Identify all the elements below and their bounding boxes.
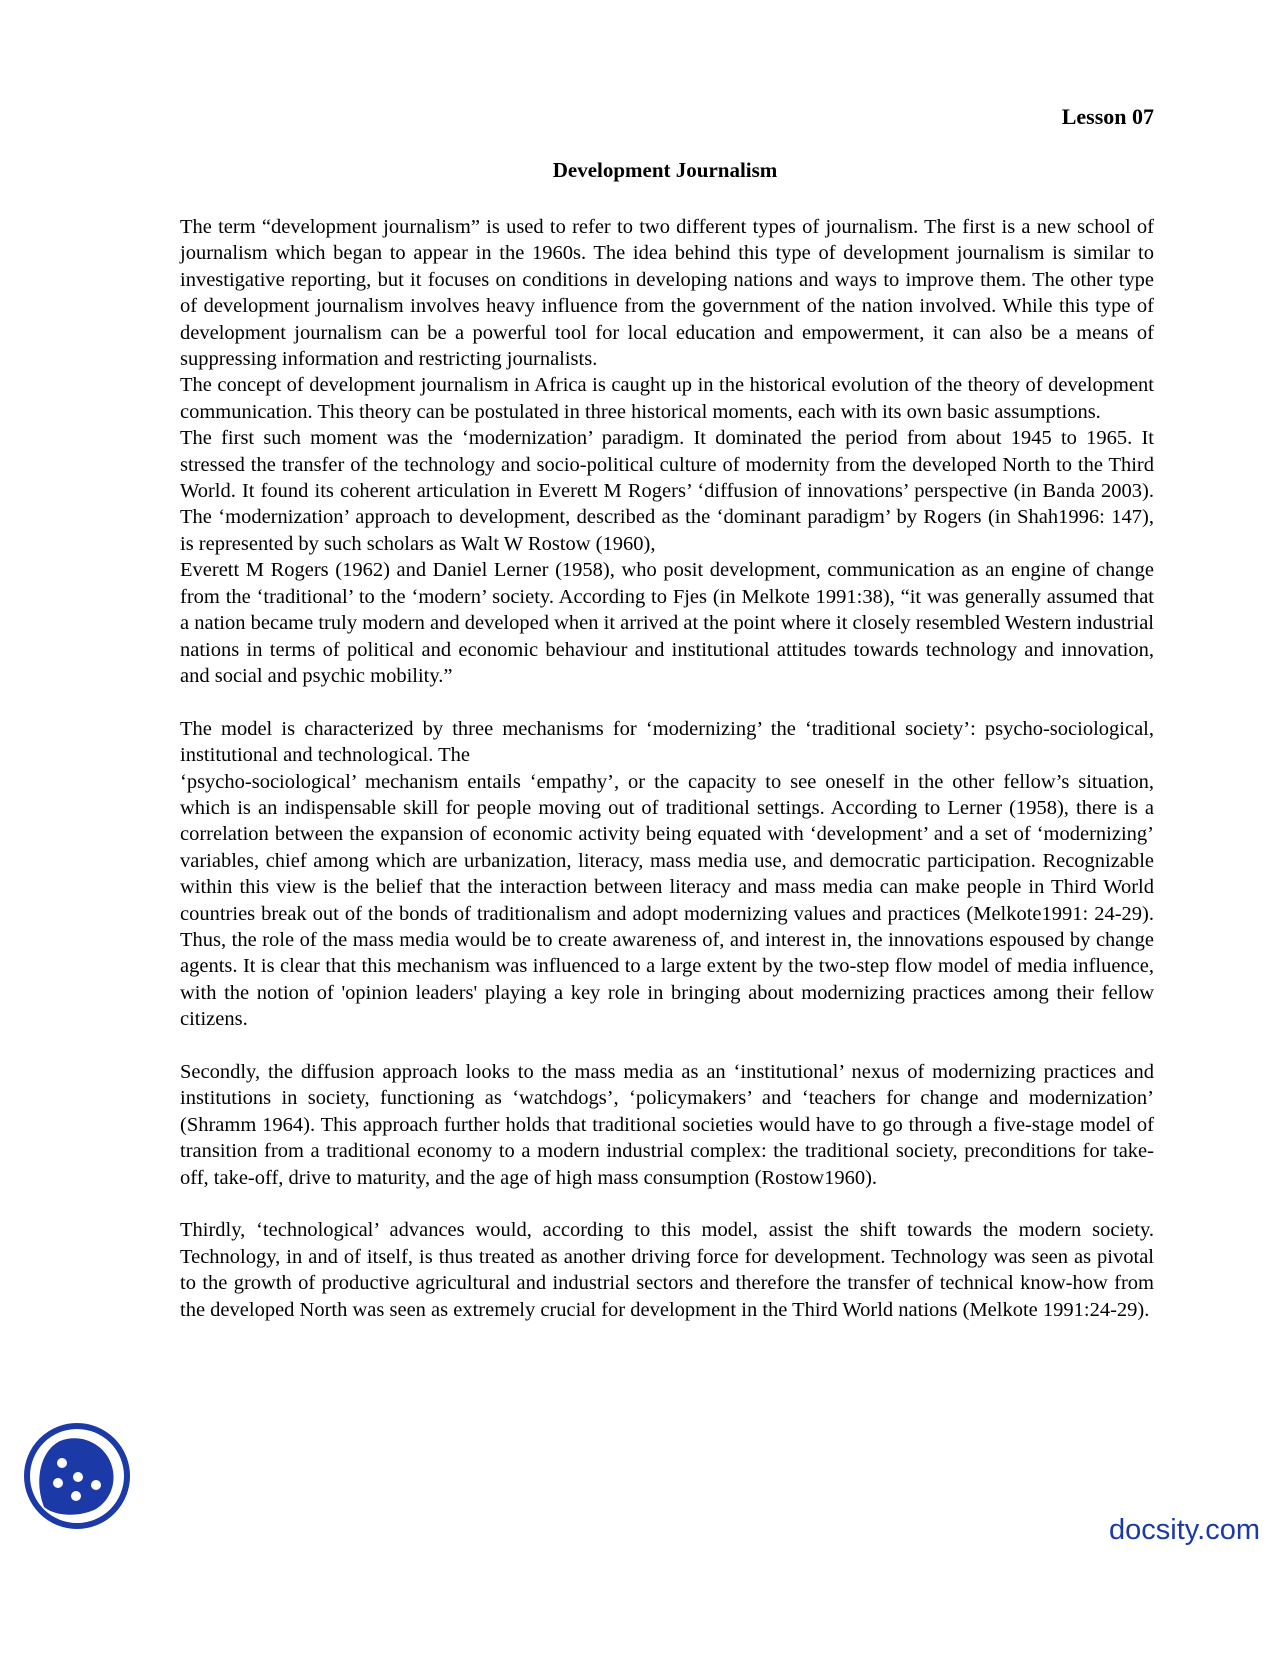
paragraph-technological: Thirdly, ‘technological’ advances would, according to this model, assist the shift towards the modern society. Technology, in and of itself, is thus treated as another driving force for development. Technology was seen as pivotal to the growth of productive agricultural and industrial sectors and therefore the transfer of technical know-how from the developed North was seen as extremely crucial for development in the Third World nations (Melkote 1991:24-29). xyxy=(180,1219,1154,1321)
docsity-brand-link[interactable]: docsity.com xyxy=(1109,1514,1260,1546)
paragraph-rogers-lerner: Everett M Rogers (1962) and Daniel Lerner (1958), who posit development, communication as an engine of change from the ‘traditional’ to the ‘modern’ society. According to Fjes (in Melkote 1991:38), “it was generally assumed that a nation became truly modern and developed when it arrived at the point where it closely resembled Western industrial nations in terms of political and economic behaviour and institutional attitudes towards technology and innovation, and social and psychic mobility.” xyxy=(180,559,1154,687)
lesson-number: Lesson 07 xyxy=(1061,104,1154,129)
docsity-logo-icon[interactable] xyxy=(22,1421,132,1531)
paragraph-psycho-sociological: ‘psycho-sociological’ mechanism entails ‘empathy’, or the capacity to see oneself in the other fellow’s situation, which is an indispensable skill for people moving out of traditional settings. According to Lerner (1958), there is a correlation between the expansion of economic activity being equated with ‘development’ and a set of ‘modernizing’ variables, chief among which are urbanization, literacy, mass media use, and democratic participation. Recognizable within this view is the belief that the interaction between literacy and mass media can make people in Third World countries break out of the bonds of traditionalism and adopt modernizing values and practices (Melkote1991: 24-29). Thus, the role of the mass media would be to create awareness of, and interest in, the innovations espoused by change agents. It is clear that this mechanism was influenced to a large extent by the two-step flow model of media influence, with the notion of 'opinion leaders' playing a key role in bringing about modernizing practices among their fellow citizens. xyxy=(180,770,1154,1031)
paragraph-institutional: Secondly, the diffusion approach looks to the mass media as an ‘institutional’ nexus of modernizing practices and institutions in society, functioning as ‘watchdogs’, ‘policymakers’ and ‘teachers for change and modernization’ (Shramm 1964). This approach further holds that traditional societies would have to go through a five-stage model of transition from a traditional economy to a modern industrial complex: the traditional society, preconditions for take-off, take-off, drive to maturity, and the age of high mass consumption (Rostow1960). xyxy=(180,1060,1154,1189)
paragraph-africa-concept: The concept of development journalism in Africa is caught up in the historical evolution of the theory of development communication. This theory can be postulated in three historical moments, each with its own basic assumptions. xyxy=(180,374,1154,423)
paragraph-intro: The term “development journalism” is used to refer to two different types of journalism. The first is a new school of journalism which began to appear in the 1960s. The idea behind this type of development journalism is similar to investigative reporting, but it focuses on conditions in developing nations and ways to improve them. The other type of development journalism involves heavy influence from the government of the nation involved. While this type of development journalism can be a powerful tool for local education and empowerment, it can also be a means of suppressing information and restricting journalists. xyxy=(180,216,1154,371)
document-title: Development Journalism xyxy=(552,158,778,182)
paragraph-modernization: The first such moment was the ‘modernization’ paradigm. It dominated the period from about 1945 to 1965. It stressed the transfer of the technology and socio-political culture of modernity from the developed North to the Third World. It found its coherent articulation in Everett M Rogers’ ‘diffusion of innovations’ perspective (in Banda 2003). The ‘modernization’ approach to development, described as the ‘dominant paradigm’ by Rogers (in Shah1996: 147), is represented by such scholars as Walt W Rostow (1960), xyxy=(180,427,1154,555)
document-body xyxy=(180,214,1154,1323)
paragraph-three-mechanisms: The model is characterized by three mechanisms for ‘modernizing’ the ‘traditional society’: psycho-sociological, institutional and technological. The xyxy=(180,717,1154,767)
